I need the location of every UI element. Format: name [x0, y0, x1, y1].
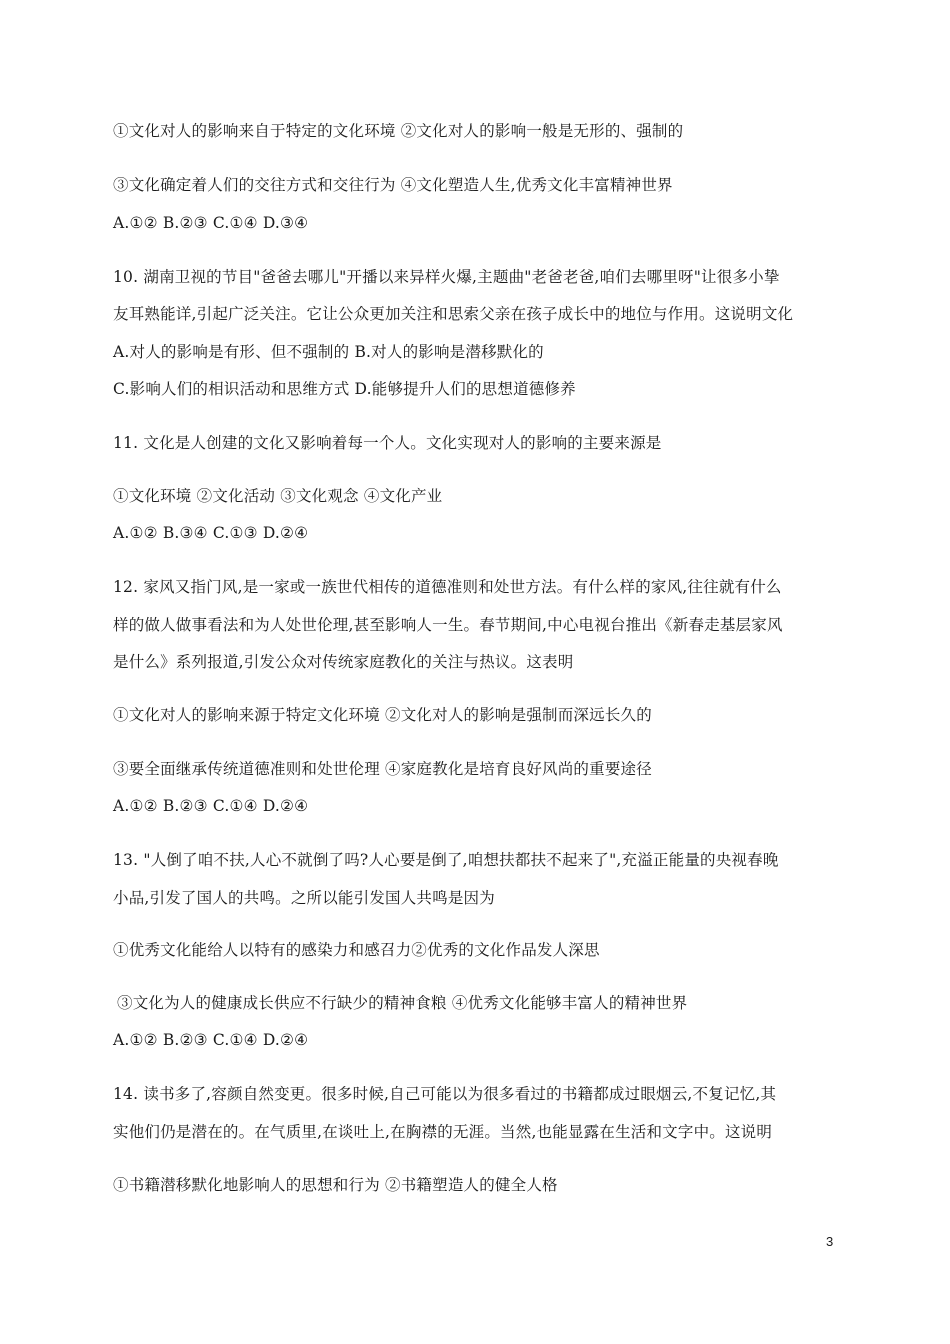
text-line: ①文化对人的影响来自于特定的文化环境 ②文化对人的影响一般是无形的、强制的	[113, 122, 684, 140]
question-14-text: 14. 读书多了,容颜自然变更。很多时候,自己可能以为很多看过的书籍都成过眼烟云,不复记忆,其	[113, 1085, 777, 1103]
answer-options: A.①② B.②③ C.①④ D.②④	[113, 1031, 309, 1049]
text-line: ③文化为人的健康成长供应不行缺少的精神食粮 ④优秀文化能够丰富人的精神世界	[117, 994, 688, 1012]
text-line: 是什么》系列报道,引发公众对传统家庭教化的关注与热议。这表明	[113, 653, 574, 671]
question-11-text: 11. 文化是人创建的文化又影响着每一个人。文化实现对人的影响的主要来源是	[113, 434, 662, 452]
answer-options: A.对人的影响是有形、但不强制的 B.对人的影响是潜移默化的	[113, 343, 544, 361]
text-line: ①文化对人的影响来源于特定文化环境 ②文化对人的影响是强制而深远长久的	[113, 706, 652, 724]
text-line: ③要全面继承传统道德准则和处世伦理 ④家庭教化是培育良好风尚的重要途径	[113, 760, 652, 778]
answer-options: A.①② B.③④ C.①③ D.②④	[113, 524, 309, 542]
question-10-text: 10. 湖南卫视的节目"爸爸去哪儿"开播以来异样火爆,主题曲"老爸老爸,咱们去哪里呀"让很多小挚	[113, 268, 780, 286]
text-line: ①文化环境 ②文化活动 ③文化观念 ④文化产业	[113, 487, 443, 505]
answer-options: C.影响人们的相识活动和思维方式 D.能够提升人们的思想道德修养	[113, 380, 576, 398]
text-line: ③文化确定着人们的交往方式和交往行为 ④文化塑造人生,优秀文化丰富精神世界	[113, 176, 673, 194]
text-line: 实他们仍是潜在的。在气质里,在谈吐上,在胸襟的无涯。当然,也能显露在生活和文字中。这说明	[113, 1123, 773, 1141]
text-line: 样的做人做事看法和为人处世伦理,甚至影响人一生。春节期间,中心电视台推出《新春走基层家风	[113, 616, 783, 634]
question-12-text: 12. 家风又指门风,是一家或一族世代相传的道德准则和处世方法。有什么样的家风,往往就有什么	[113, 578, 782, 596]
page-number: 3	[826, 1234, 834, 1249]
answer-options: A.①② B.②③ C.①④ D.③④	[113, 214, 309, 232]
text-line: 小品,引发了国人的共鸣。之所以能引发国人共鸣是因为	[113, 889, 495, 907]
text-line: ①书籍潜移默化地影响人的思想和行为 ②书籍塑造人的健全人格	[113, 1176, 558, 1194]
text-line: ①优秀文化能给人以特有的感染力和感召力②优秀的文化作品发人深思	[113, 941, 600, 959]
question-13-text: 13. "人倒了咱不扶,人心不就倒了吗?人心要是倒了,咱想扶都扶不起来了",充溢正能量的央视春晚	[113, 851, 779, 869]
text-line: 友耳熟能详,引起广泛关注。它让公众更加关注和思索父亲在孩子成长中的地位与作用。这说明文化	[113, 305, 794, 323]
answer-options: A.①② B.②③ C.①④ D.②④	[113, 797, 309, 815]
